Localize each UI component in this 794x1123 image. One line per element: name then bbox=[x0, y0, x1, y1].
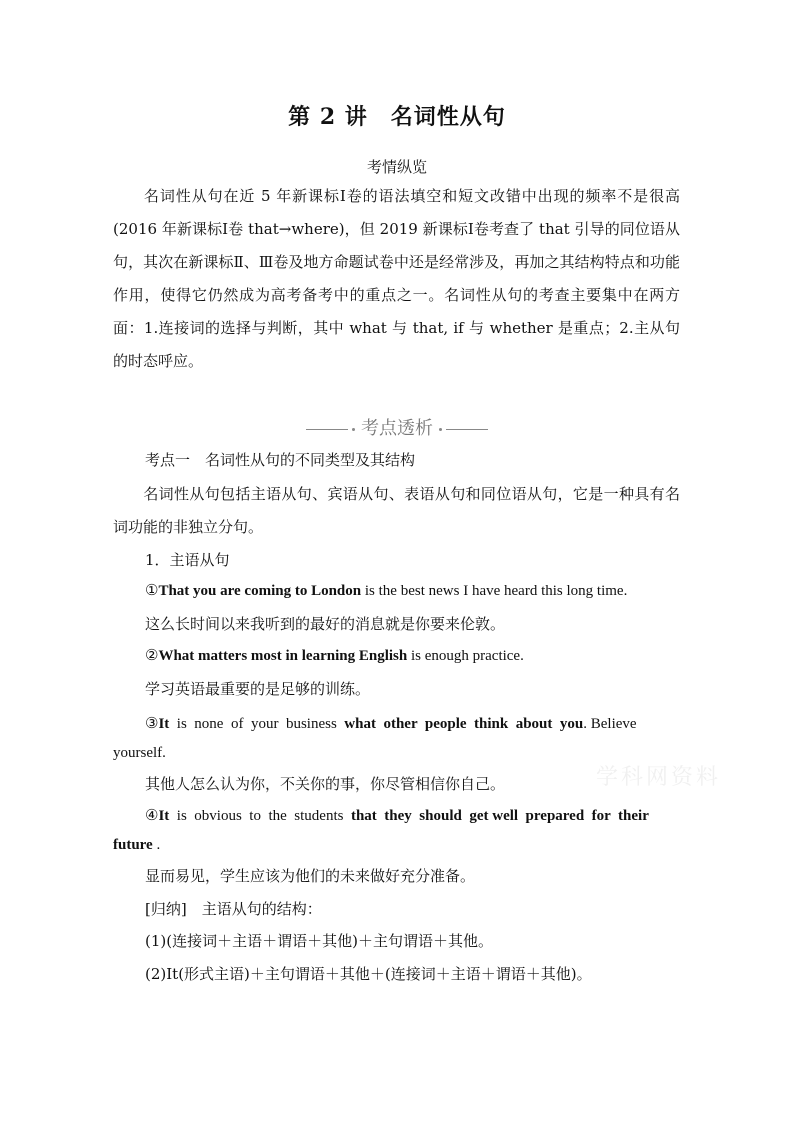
point-title: 考点一 名词性从句的不同类型及其结构 bbox=[145, 451, 416, 469]
intro-paragraph bbox=[113, 180, 680, 378]
example-clause: That you are coming to London bbox=[158, 583, 362, 599]
page-title: 第 2 讲 名词性从句 bbox=[288, 104, 506, 130]
example-3-translation: 其他人怎么认为你，不关你的事，你尽管相信你自己。 bbox=[145, 775, 506, 793]
example-3 bbox=[113, 710, 680, 768]
example-middle: is obvious to the students bbox=[169, 808, 351, 824]
example-rest: . bbox=[152, 837, 161, 853]
summary-item-2: (2)It(形式主语)＋主句谓语＋其他＋(连接词＋主语＋谓语＋其他)。 bbox=[145, 965, 592, 983]
example-number: ② bbox=[145, 648, 159, 664]
example-2-translation: 学习英语最重要的是足够的训练。 bbox=[145, 680, 371, 698]
example-subject: It bbox=[158, 808, 170, 824]
example-clause: What matters most in learning English bbox=[158, 648, 408, 664]
watermark: 学科网资料 bbox=[596, 765, 722, 790]
example-4-translation: 显而易见，学生应该为他们的未来做好充分准备。 bbox=[145, 867, 476, 885]
sub-title: 1．主语从句 bbox=[145, 551, 230, 569]
example-number: ① bbox=[145, 583, 159, 599]
example-subject: It bbox=[158, 716, 170, 732]
example-clause: what other people think about you bbox=[344, 716, 584, 732]
point-desc-text: 名词性从句包括主语从句、宾语从句、表语从句和同位语从句，它是一种具有名词功能的非独立分句。 bbox=[113, 485, 680, 536]
example-middle: is none of your business bbox=[169, 716, 345, 732]
point-description bbox=[113, 478, 680, 544]
section-header: 考点透析 bbox=[361, 418, 433, 439]
example-rest: is the best news I have heard this long time. bbox=[361, 583, 628, 599]
divider-dot-left bbox=[352, 428, 355, 431]
summary-label: [归纳] 主语从句的结构： bbox=[145, 900, 322, 918]
divider-line-left bbox=[306, 429, 348, 430]
page-subtitle: 考情纵览 bbox=[366, 158, 427, 176]
example-number: ③ bbox=[145, 716, 159, 732]
intro-text: 名词性从句在近 5 年新课标Ⅰ卷的语法填空和短文改错中出现的频率不是很高(2016 年新课标Ⅰ卷 that→where)，但 2019 新课标Ⅰ卷考查了 that 引导的同位语从句，其次在新课标Ⅱ、Ⅲ卷及地方命题试卷中还是经常涉及，再加之其结构特点和功能作用，使得它仍然成为高考备考中的重点之一。名词性从句的考查主要集中在两方面：1.连接词的选择与判断，其中 what 与 that, if 与 whether 是重点；2.主从句的时态呼应。 bbox=[113, 187, 680, 370]
divider-line-right bbox=[446, 429, 488, 430]
summary-item-1: (1)(连接词＋主语＋谓语＋其他)＋主句谓语＋其他。 bbox=[145, 932, 493, 950]
example-rest: is enough practice. bbox=[407, 648, 524, 664]
example-4 bbox=[113, 802, 680, 860]
section-divider bbox=[0, 414, 794, 440]
example-rest: . Believe yourself. bbox=[113, 716, 637, 761]
example-clause: that they should get well prepared for their future bbox=[113, 808, 657, 853]
divider-dot-right bbox=[439, 428, 442, 431]
example-number: ④ bbox=[145, 808, 159, 824]
example-1 bbox=[145, 580, 627, 602]
example-2 bbox=[145, 645, 524, 667]
example-1-translation: 这么长时间以来我听到的最好的消息就是你要来伦敦。 bbox=[145, 615, 506, 633]
